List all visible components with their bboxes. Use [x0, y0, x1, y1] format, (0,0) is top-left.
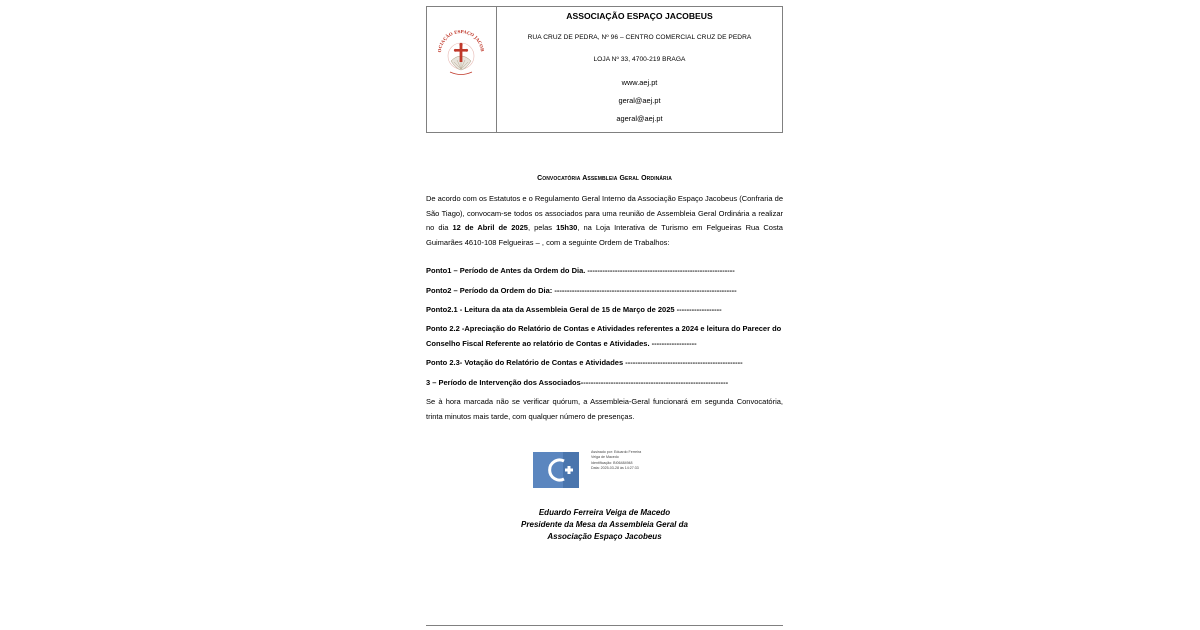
logo-arc-text: OCIAÇÃO ESPAÇO JACOB	[436, 28, 485, 53]
meeting-date: 12 de Abril de 2025	[452, 223, 528, 232]
agenda-point: Ponto 2.2 -Apreciação do Relatório de Contas e Atividades referentes a 2024 e leitura do Parecer do Conselho Fiscal Referente ao relatório de Contas e Atividades. ------------------	[426, 324, 782, 348]
logo-cell	[427, 7, 497, 132]
org-name: ASSOCIAÇÃO ESPAÇO JACOBEUS	[566, 11, 713, 21]
signature-meta-line: Data: 2025-03-28 às 14:27:33	[591, 465, 639, 470]
footer-divider	[426, 625, 783, 626]
signature-meta-line: Identificação: BI06484948	[591, 460, 633, 465]
signer-role-1: Presidente da Mesa da Assembleia Geral da	[521, 520, 688, 529]
signer-role-2: Associação Espaço Jacobeus	[547, 532, 662, 541]
intro-paragraph	[426, 192, 783, 250]
intro-text-1: De acordo com os Estatutos e o Regulamento Geral Interno da Associação Espaço Jacobeus (Confraria de São Tiago), convocam-se todos os associados para uma reunião de Assembleia Geral Ordinária a realizar no dia	[426, 194, 783, 232]
email-link-2[interactable]: ageral@aej.pt	[616, 114, 663, 123]
agenda-point: Ponto2.1 - Leitura da ata da Assembleia Geral de 15 de Março de 2025 ------------------	[426, 305, 722, 314]
signature-meta-line: Veiga de Macedo	[591, 455, 619, 460]
website-link[interactable]: www.aej.pt	[621, 78, 658, 87]
closing-paragraph: Se à hora marcada não se verificar quórum, a Assembleia-Geral funcionará em segunda Convocatória, trinta minutos mais tarde, com qualquer número de presenças.	[426, 397, 783, 421]
address-line-1: RUA CRUZ DE PEDRA, Nº 96 – CENTRO COMERCIAL CRUZ DE PEDRA	[527, 34, 752, 41]
address-line-2: LOJA Nº 33, 4700-219 BRAGA	[593, 56, 686, 63]
signature-meta-line: Assinado por: Eduardo Ferreira	[591, 450, 642, 454]
agenda-point: Ponto2 – Período da Ordem do Dia: -------------------------------------------------------------------------	[426, 286, 737, 295]
agenda-point: 3 – Período de Intervenção dos Associados-----------------------------------------------------------	[426, 378, 729, 387]
association-logo	[433, 25, 489, 81]
intro-text-3: , na Loja Interativa de Turismo em Felgueiras Rua Costa Guimarães 4610-108 Felgueiras – , com a seguinte Ordem de Trabalhos:	[426, 223, 783, 247]
email-link-1[interactable]: geral@aej.pt	[618, 96, 661, 105]
letterhead	[426, 6, 783, 133]
document-page	[426, 0, 783, 630]
document-title: Convocatória Assembleia Geral Ordinária	[537, 175, 672, 182]
signer-name: Eduardo Ferreira Veiga de Macedo	[538, 508, 671, 517]
signature-metadata	[591, 450, 641, 471]
agenda-point: Ponto1 – Período de Antes da Ordem do Dia. -----------------------------------------------------------	[426, 266, 735, 275]
agenda-point: Ponto 2.3- Votação do Relatório de Contas e Atividades -----------------------------------------------	[426, 358, 743, 367]
digital-signature-icon	[533, 452, 579, 488]
intro-text-2: , pelas	[527, 223, 557, 232]
meeting-time: 15h30	[556, 223, 578, 232]
letterhead-info	[497, 7, 782, 132]
